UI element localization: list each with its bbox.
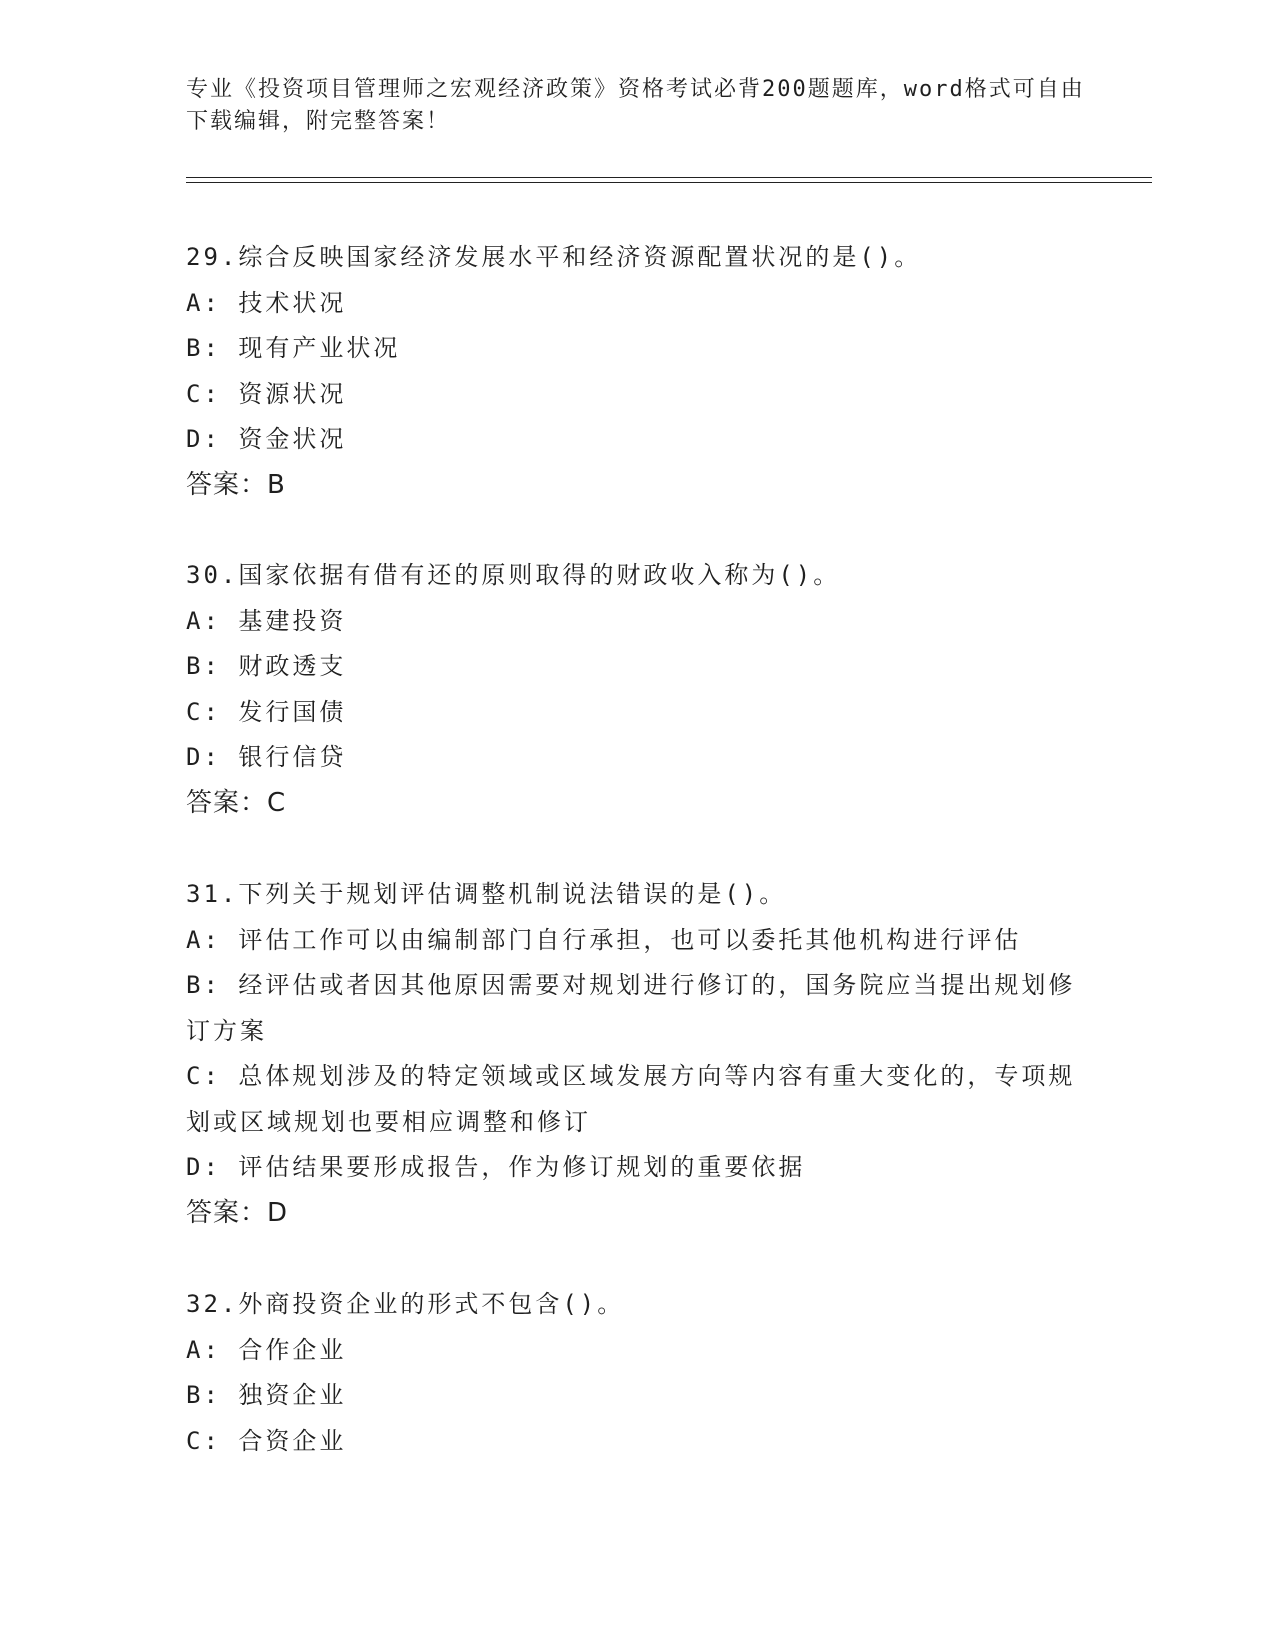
option-d: D: 资金状况 bbox=[186, 425, 347, 453]
header-divider-top bbox=[186, 177, 1152, 178]
question-29 bbox=[186, 235, 1086, 508]
document-intro: 专业《投资项目管理师之宏观经济政策》资格考试必背200题题库，word格式可自由下载编辑，附完整答案！ bbox=[186, 77, 1085, 134]
option-c: C: 合资企业 bbox=[186, 1426, 347, 1455]
question-stem: 30.国家依据有借有还的原则取得的财政收入称为()。 bbox=[186, 561, 841, 589]
question-stem: 32.外商投资企业的形式不包含()。 bbox=[186, 1290, 625, 1318]
question-30 bbox=[186, 553, 1086, 826]
question-stem: 31.下列关于规划评估调整机制说法错误的是()。 bbox=[186, 880, 787, 908]
option-c: C: 总体规划涉及的特定领域或区域发展方向等内容有重大变化的，专项规划或区域规划也要相应调整和修订 bbox=[186, 1062, 1076, 1136]
option-c: C: 资源状况 bbox=[186, 379, 347, 408]
question-stem: 29.综合反映国家经济发展水平和经济资源配置状况的是()。 bbox=[186, 243, 922, 271]
option-d: D: 银行信贷 bbox=[186, 743, 347, 771]
answer: 答案：B bbox=[186, 469, 286, 500]
option-a: A: 评估工作可以由编制部门自行承担，也可以委托其他机构进行评估 bbox=[186, 925, 1022, 954]
option-b: B: 独资企业 bbox=[186, 1381, 347, 1409]
option-a: A: 合作企业 bbox=[186, 1335, 347, 1364]
option-c: C: 发行国债 bbox=[186, 697, 347, 726]
header-divider-bottom bbox=[186, 182, 1152, 183]
option-d: D: 评估结果要形成报告，作为修订规划的重要依据 bbox=[186, 1153, 806, 1181]
question-32 bbox=[186, 1282, 1086, 1464]
answer: 答案：D bbox=[186, 1197, 289, 1228]
option-b: B: 现有产业状况 bbox=[186, 334, 401, 362]
question-31 bbox=[186, 872, 1086, 1236]
option-a: A: 技术状况 bbox=[186, 288, 347, 317]
option-b: B: 财政透支 bbox=[186, 652, 347, 680]
option-b: B: 经评估或者因其他原因需要对规划进行修订的，国务院应当提出规划修订方案 bbox=[186, 971, 1076, 1045]
option-a: A: 基建投资 bbox=[186, 606, 347, 635]
answer: 答案：C bbox=[186, 787, 287, 818]
